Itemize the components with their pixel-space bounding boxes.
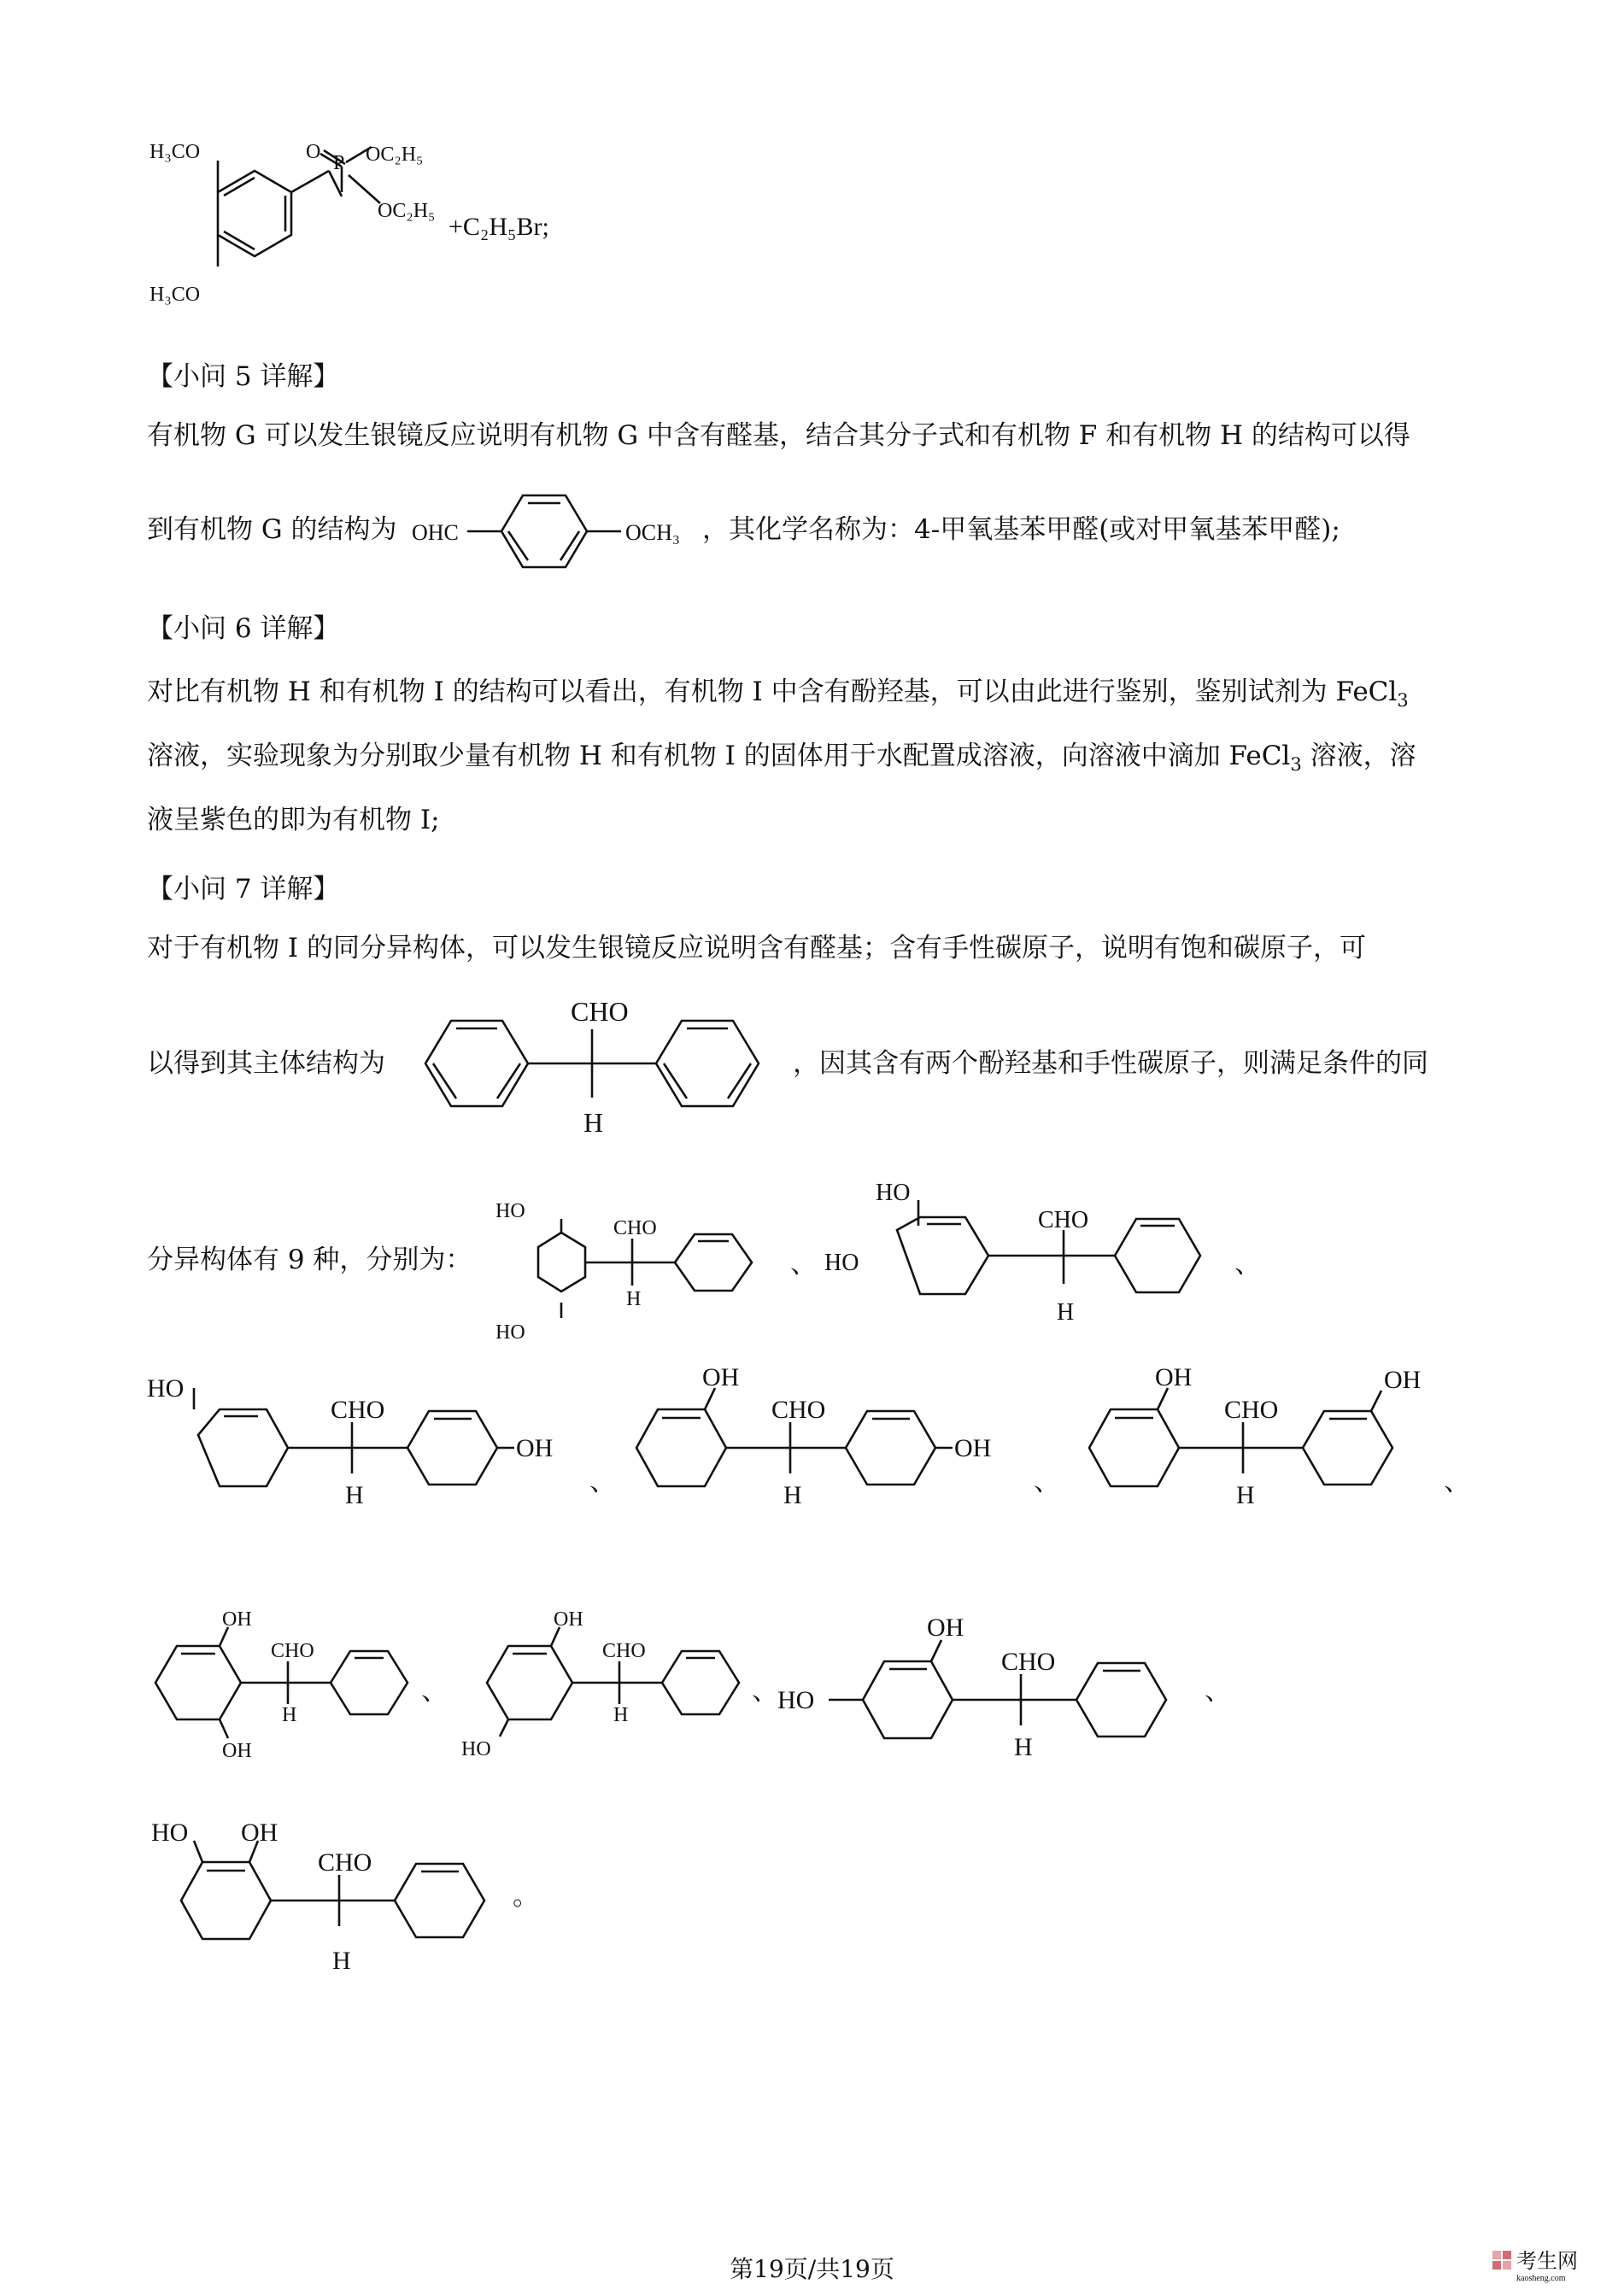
oh-label: OH xyxy=(954,1434,992,1462)
cho-label: CHO xyxy=(318,1848,372,1877)
h3co-bottom-label: H₃CO xyxy=(150,284,201,306)
q6-header: 【小问 6 详解】 xyxy=(147,613,340,644)
period: 。 xyxy=(513,1881,539,1912)
phosphonate-structure xyxy=(137,128,615,325)
isomer-3-structure xyxy=(147,1367,608,1563)
oh-label: OH xyxy=(516,1434,554,1462)
oh-label: OH xyxy=(927,1614,964,1642)
separator: 、 xyxy=(790,1249,817,1280)
watermark-logo xyxy=(1491,2242,1619,2285)
separator: 、 xyxy=(1444,1467,1470,1497)
h-label: H xyxy=(1236,1481,1255,1509)
separator: 、 xyxy=(1234,1249,1261,1280)
ho-label: HO xyxy=(777,1686,815,1714)
isomer-6-structure xyxy=(147,1593,437,1781)
oh-label: OH xyxy=(1155,1367,1193,1391)
main-skeleton-structure xyxy=(408,982,793,1153)
q7-line2-a: 以得到其主体结构为 xyxy=(147,1048,385,1079)
g-right-label: OCH₃ xyxy=(625,520,680,545)
q6-line1 xyxy=(147,675,1409,712)
q6-line3: 液呈紫色的即为有机物 I; xyxy=(147,805,440,835)
plus-c2h5br-label: +C₂H₅Br; xyxy=(449,213,549,241)
ho-label: HO xyxy=(151,1819,189,1847)
oh-label: OH xyxy=(702,1367,740,1391)
q7-header: 【小问 7 详解】 xyxy=(147,874,340,905)
o-atom-label: O xyxy=(306,141,321,163)
separator: 、 xyxy=(421,1676,448,1707)
ho-label: HO xyxy=(495,1321,525,1344)
cho-label: CHO xyxy=(571,996,629,1027)
h-label: H xyxy=(345,1481,364,1509)
q5-line2-b: ，其化学名称为：4-甲氧基苯甲醛(或对甲氧基苯甲醛); xyxy=(702,514,1340,545)
cho-label: CHO xyxy=(271,1640,314,1662)
ho-label: HO xyxy=(147,1374,185,1403)
q5-header: 【小问 5 详解】 xyxy=(147,361,340,392)
q6-line2-text: 溶液，实验现象为分别取少量有机物 H 和有机物 I 的固体用于水配置成溶液，向溶液中滴加 FeCl xyxy=(147,741,1291,771)
isomer-2-structure xyxy=(824,1166,1243,1358)
q6-line2 xyxy=(147,739,1416,776)
compound-g-structure xyxy=(412,478,719,589)
cho-label: CHO xyxy=(331,1396,385,1424)
isomer-8-structure xyxy=(777,1589,1222,1785)
oh-label: OH xyxy=(1384,1367,1422,1394)
g-left-label: OHC xyxy=(412,520,459,545)
h-label: H xyxy=(626,1288,642,1310)
ho-label: HO xyxy=(824,1250,859,1276)
q5-line2-a: 到有机物 G 的结构为 xyxy=(147,514,397,545)
q7-line2-b: ，因其含有两个酚羟基和手性碳原子，则满足条件的同 xyxy=(793,1048,1428,1079)
ho-label: HO xyxy=(461,1738,491,1760)
h-label: H xyxy=(613,1704,629,1726)
q6-line1-text: 对比有机物 H 和有机物 I 的结构可以看出，有机物 I 中含有酚羟基，可以由此进行鉴别，鉴别试剂为 FeCl xyxy=(147,676,1398,707)
q7-line1: 对于有机物 I 的同分异构体，可以发生银镜反应说明含有醛基；含有手性碳原子，说明有饱和碳原子，可 xyxy=(147,933,1366,964)
cho-label: CHO xyxy=(613,1217,657,1239)
cho-label: CHO xyxy=(602,1640,646,1662)
separator: 、 xyxy=(752,1676,778,1707)
cho-label: CHO xyxy=(1038,1207,1089,1233)
oc2h5-top-label: OC₂H₅ xyxy=(366,144,424,166)
q6-line2-sub: 3 xyxy=(1290,753,1302,776)
separator: 、 xyxy=(1034,1467,1060,1497)
isomer-5-structure xyxy=(1072,1367,1482,1563)
h-label: H xyxy=(282,1704,297,1726)
ho-label: HO xyxy=(876,1180,911,1206)
oh-label: OH xyxy=(554,1608,583,1631)
cho-label: CHO xyxy=(1224,1396,1279,1424)
q6-line2-tail: 溶液，溶 xyxy=(1301,741,1416,771)
q7-line3: 分异构体有 9 种，分别为： xyxy=(147,1245,472,1275)
oc2h5-mid-label: OC₂H₅ xyxy=(378,200,436,222)
watermark-text: 考生网 xyxy=(1516,2251,1578,2273)
oh-label: OH xyxy=(222,1740,252,1762)
ho-label: HO xyxy=(495,1200,525,1222)
isomer-1-structure xyxy=(483,1166,807,1358)
oh-label: OH xyxy=(241,1819,278,1847)
isomer-4-structure xyxy=(619,1367,1064,1563)
isomer-9-structure xyxy=(147,1802,540,1999)
separator: 、 xyxy=(1205,1676,1231,1707)
h-label: H xyxy=(332,1947,351,1975)
q6-line1-sub: 3 xyxy=(1397,689,1409,712)
isomer-7-structure xyxy=(453,1593,769,1781)
oh-label: OH xyxy=(222,1608,252,1631)
h3co-top-label: H₃CO xyxy=(150,141,201,163)
page-footer: 第19页/共19页 xyxy=(730,2255,894,2283)
h-label: H xyxy=(1014,1733,1033,1761)
separator: 、 xyxy=(589,1467,616,1497)
cho-label: CHO xyxy=(771,1396,826,1424)
p-atom-label: P xyxy=(333,152,345,174)
h-label: H xyxy=(783,1481,802,1509)
cho-label: CHO xyxy=(1001,1648,1056,1676)
h-label: H xyxy=(1057,1299,1075,1326)
watermark-sub: kaosheng.com xyxy=(1516,2274,1566,2283)
h-label: H xyxy=(583,1107,604,1138)
q5-line1: 有机物 G 可以发生银镜反应说明有机物 G 中含有醛基，结合其分子式和有机物 F 和有机物 H 的结构可以得 xyxy=(147,420,1410,451)
